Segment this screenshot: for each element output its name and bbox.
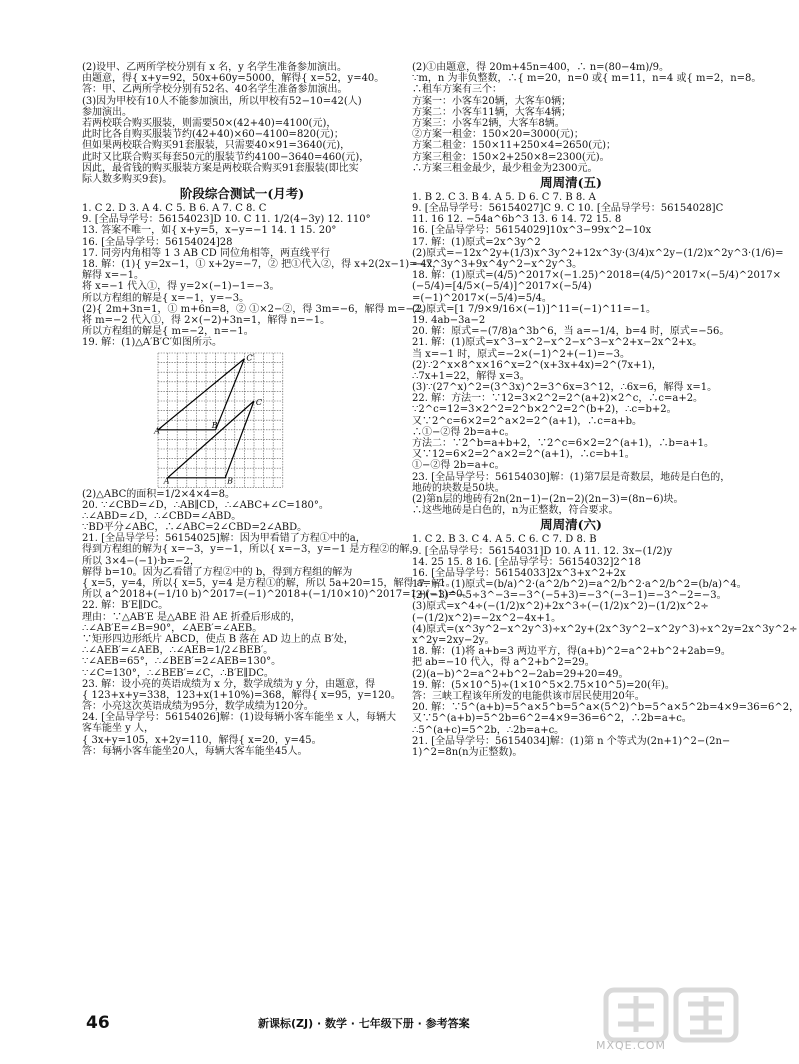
answer-line: (2)∵2^x×8^x×16^x=2^(x+3x+4x)=2^(7x+1)， (412, 359, 662, 371)
answer-line: 21. 解：(1)原式=x^3−x^2−x^2−x^3−x^2+x−2x^2+x。 (412, 337, 703, 349)
answer-line: ∴①−②得 2b=a+c。 (412, 426, 515, 438)
answer-line: ∴租车方案有三个： (412, 84, 502, 96)
answer-line: ∴方案三租金最少，最少租金为2300元。 (412, 162, 598, 174)
answer-line: 又∵5^(a+b)=5^2b=6^2=4×9=36=6^2，∴2b=a+c。 (412, 713, 692, 725)
answer-line: (−(1/2)x^2)=−2x^2−4x+1。 (412, 612, 562, 624)
answer-line: x^2y=2xy−2y。 (412, 635, 495, 646)
answer-line: (3)因为甲校有10人不能参加演出，所以甲校有52−10=42(人) (82, 95, 362, 107)
answer-line: 答：甲、乙两所学校分别有52名、40名学生准备参加演出。 (82, 84, 348, 96)
translation-grid-figure (82, 349, 402, 489)
answer-line: −4x^3y^3+9x^4y^2−x^2y^3。 (412, 259, 583, 270)
triangle-abc-prime (158, 358, 244, 429)
answer-line: ∵矩形四边形纸片 ABCD，使点 B 落在 AD 边上的点 B′处， (82, 633, 354, 645)
answer-line: (−5/4)=[4/5×(−5/4)]^2017×(−5/4) (412, 281, 592, 293)
answer-line: 16. [全品导学号：56154033]2x^3+x^2+2x (412, 567, 626, 579)
answer-line: { x=5，y=4，所以{ x=5，y=4 是方程①的解，所以 5a+20=15，解得 a=−1。 (82, 578, 456, 589)
answer-line: 16. [全品导学号：56154024]28 (82, 236, 233, 248)
answer-line: (2)原式=−12x^2y+(1/3)x^3y^2+12x^3y·(3/4)x^2y−(1/2)x^2y^3·(1/6)= (412, 247, 784, 259)
answer-line: ∴∠AB′E=∠B=90°，∠AEB′=∠AEB。 (82, 622, 263, 634)
answer-line: 客车能坐 y 人， (82, 723, 155, 735)
answer-line: 理由：∵△AB′E 是△ABE 沿 AE 折叠后形成的， (82, 611, 301, 623)
answer-line: 23. 解：设小亮的英语成绩为 x 分，数学成绩为 y 分，由题意，得 (82, 678, 376, 690)
answer-line: 方案二：小客车11辆，大客车4辆； (412, 106, 572, 118)
answer-line: 方案一：小客车20辆，大客车0辆； (412, 95, 572, 107)
answer-line: ∴5^(a+c)=5^2b，∴2b=a+c。 (412, 724, 565, 736)
watermark-text: MXQE.COM (596, 1039, 666, 1052)
answer-line: =(−1)^2017×(−5/4)=5/4。 (412, 292, 552, 304)
answer-line: ∴7x+1=22，解得 x=3。 (412, 370, 530, 382)
answer-line: 把 ab=−10 代入，得 a^2+b^2=29。 (412, 657, 595, 669)
answer-line: ∵∠C=130°，∴∠BEB′=∠C，∴B′E∥DC。 (82, 667, 274, 679)
answer-line: 将 x=−1 代入①，得 y=2×(−1)−1=−3。 (82, 281, 280, 293)
answer-line: 1. B 2. C 3. B 4. A 5. D 6. C 7. B 8. A (412, 191, 596, 203)
answer-line: 9. [全品导学号：56154031]D 10. A 11. 12. 3x−(1/2)y (412, 545, 673, 557)
answer-line: 20. 解：∵5^(a+b)=5^a×5^b=5^a×(5^2)^b=5^a×5^2b=4×9=36=6^2， (412, 702, 799, 714)
answer-line: 当 x=−1 时，原式=−2×(−1)^2+(−1)=−3。 (412, 348, 630, 360)
answer-line: 答：每辆小客车能坐20人，每辆大客车能坐45人。 (82, 745, 308, 757)
vertex-label: A (163, 476, 170, 486)
answer-line: ∴∠AEB′=∠AEB，∴∠AEB=1/2∠BEB′。 (82, 645, 274, 657)
answer-line: 9. [全品导学号：56154023]D 10. C 11. 1/2(4−3y) 12. 110° (82, 214, 371, 226)
answer-line: (3)原式=x^4÷(−(1/2)x^2)+2x^3÷(−(1/2)x^2)−(1/2)x^2÷ (412, 601, 709, 613)
answer-line: 方案三：小客车2辆，大客车8辆。 (412, 117, 565, 129)
grid-diagram (156, 351, 287, 489)
answer-line: (2)△ABC的面积=1/2×4×4=8。 (82, 488, 235, 500)
footer-title: 新课标(ZJ) · 数学 · 七年级下册 · 参考答案 (258, 1017, 470, 1030)
answer-line: 23. [全品导学号：56154030]解：(1)第7层是奇数层，地砖是白色的， (412, 471, 731, 483)
answer-line: 19. 解：(1)△A′B′C′如图所示。 (82, 337, 222, 349)
answer-line: 18. 解：(1)原式=(4/5)^2017×(−1.25)^2018=(4/5)^2017×(−5/4)^2017× (412, 270, 781, 282)
vertex-label: C′ (246, 353, 255, 363)
answer-line: 1. C 2. B 3. C 4. A 5. C 6. C 7. D 8. B (412, 534, 597, 546)
page-number: 46 (86, 1013, 110, 1033)
answer-line: 此时比各自购买服装节约(42+40)×60−4100=820(元)； (82, 129, 344, 141)
answer-line: (4)原式=(x^3y^2−x^2y^3)÷x^2y+(2x^3y^2−x^2y^3)÷x^2y=2x^3y^2÷ (412, 623, 798, 635)
answer-line: 20. 解：原式=−(7/8)a^3b^6，当 a=−1/4，b=4 时，原式=−56。 (412, 326, 730, 338)
answer-line: 21. [全品导学号：56154025]解：因为甲看错了方程①中的a， (82, 533, 366, 545)
answer-line: 17. 同旁内角相等 1 3 AB CD 同位角相等，两直线平行 (82, 247, 330, 259)
answer-line: 20. ∵∠CBD=∠D，∴AB∥CD，∴∠ABC+∠C=180°。 (82, 499, 329, 511)
section-heading: 周周清(五) (540, 174, 602, 190)
answer-line: 又∵2^c=6×2=2^a×2=2^(a+1)，∴c=a+b。 (412, 415, 642, 427)
answer-line: 1)^2=8n(n为正整数)。 (412, 746, 523, 758)
answer-line: 19. 解：(5×10^5)÷(1×10^5×2.75×10^5)=20(年)。 (412, 679, 675, 691)
answer-line: 24. [全品导学号：56154026]解：(1)设每辆小客车能坐 x 人，每辆大 (82, 712, 396, 724)
answer-line: 答：小亮这次英语成绩为95分，数学成绩为120分。 (82, 701, 314, 713)
answer-line: ∴这些地砖是白色的，n为正整数，符合要求。 (412, 505, 619, 517)
answer-line: 方法二：∵2^b=a+b+2，∵2^c=6×2=2^(a+1)，∴b=a+1。 (412, 438, 714, 449)
answer-line: 解得 x=−1。 (82, 270, 144, 282)
answer-line: ②方案一租金：150×20=3000(元)； (412, 129, 584, 141)
answer-line: (3)∵(27^x)^2=(3^3x)^2=3^6x=3^12，∴6x=6，解得 x=1。 (412, 382, 718, 394)
answer-line: 所以 a^2018+(−1/10 b)^2017=(−1)^2018+(−1/10×10)^2017=1+(−1)=0。 (82, 589, 473, 601)
answer-line: 18. 解：(1)将 a+b=3 两边平方，得(a+b)^2=a^2+b^2+2ab=9。 (412, 646, 731, 658)
answer-line: 但如果两校联合购买91套服装，只需要40×91=3640(元)， (82, 140, 351, 152)
answer-line: 19. 4ab−3a−2 (412, 314, 486, 326)
answer-line: (2)(a−b)^2=a^2+b^2−2ab=29+20=49。 (412, 668, 629, 680)
answer-line: 解得 b=10。因为乙看错了方程②中的 b，得到方程组的解为 (82, 566, 353, 578)
vertex-label: A′ (154, 426, 162, 436)
answer-line: (2)①由题意，得 20m+45n=400，∴ n=(80−4m)/9。 (412, 62, 670, 73)
answer-line: ∵2^c=12=3×2^2=2^b×2^2=2^(b+2)，∴c=b+2。 (412, 404, 677, 416)
answer-line: (2)设甲、乙两所学校分别有 x 名，y 名学生准备参加演出。 (82, 62, 347, 73)
answer-line: 13. 答案不唯一，如{ x+y=5，x−y=−1 14. 1 15. 20° (82, 225, 337, 237)
answer-line: 际人数多购买9套)。 (82, 173, 173, 185)
answer-line: 14. 25 15. 8 16. [全品导学号：56154032]2^18 (412, 556, 641, 568)
answer-line: (2){ 2m+3n=1，① m+6n=8，② ①×2−②，得 3m=−6，解得 m=−2。 (82, 303, 431, 315)
answer-line: 17. 解：(1)原式=2x^3y^2 (412, 236, 541, 248)
answer-line: 11. 16 12. −54a^6b^3 13. 6 14. 72 15. 8 (412, 214, 622, 226)
answer-line: 地砖的块数是50块。 (412, 482, 505, 494)
answer-line: ∴∠ABD=∠D，∴∠CBD=∠ABD。 (82, 510, 242, 522)
answer-line: 由题意，得{ x+y=92，50x+60y=5000，解得{ x=52，y=40。 (82, 73, 385, 85)
answer-line: 22. 解：B′E∥DC。 (82, 600, 169, 612)
answer-line: 18. 解：(1){ y=2x−1，① x+2y=−7，② 把①代入②，得 x+2(2x−1)=−7， (82, 259, 443, 270)
answer-line: 方案三租金：150×2+250×8=2300(元)。 (412, 151, 610, 163)
answer-line: ∵BD平分∠ABC，∴∠ABC=2∠CBD=2∠ABD。 (82, 522, 308, 534)
answer-line: 22. 解：方法一：∵12=3×2^2=2^(a+2)×2^c，∴c=a+2。 (412, 393, 704, 405)
answer-line: 21. [全品导学号：56154034]解：(1)第 n 个等式为(2n+1)^2−(2n− (412, 735, 731, 747)
answer-line: 将 m=−2 代入①，得 2×(−2)+3n=1，解得 n=−1。 (82, 314, 331, 326)
answer-line: 此时又比联合购买每套50元的服装节约4100−3640=460(元)， (82, 151, 370, 163)
vertex-label: C (255, 397, 263, 407)
answer-line: 方案二租金：150×11+250×4=2650(元)； (412, 140, 617, 152)
section-heading: 周周清(六) (540, 517, 602, 533)
answer-line: 1. C 2. D 3. A 4. C 5. B 6. A 7. C 8. C (82, 203, 267, 215)
answer-line: 又∵12=6×2=2^a×2=2^(a+1)，∴c=b+1。 (412, 449, 635, 461)
answer-line: (2)原式=[1 7/9×9/16×(−1)]^11=(−1)^11=−1。 (412, 303, 656, 315)
answer-line: 若两校联合购买服装，则需要50×(42+40)=4100(元)， (82, 117, 337, 129)
answer-line: 得到方程组的解为{ x=−3，y=−1，所以{ x=−3，y=−1 是方程②的解， (82, 544, 420, 556)
answer-line: 17. 解：(1)原式=(b/a)^2·(a^2/b^2)=a^2/b^2·a^2/b^2=(b/a)^4。 (412, 579, 747, 591)
answer-line: 答：三峡工程该年所发的电能供该市居民使用20年。 (412, 690, 645, 702)
answer-line: ①−②得 2b=a+c。 (412, 460, 505, 472)
vertex-label: B (227, 476, 234, 486)
answer-line: ∵m，n 为非负整数，∴{ m=20，n=0 或{ m=11，n=4 或{ m=2，n=8。 (412, 73, 762, 85)
answer-line: { 123+x+y=338，123+x(1+10%)=368，解得{ x=95，y=120。 (82, 689, 401, 701)
answer-line: 16. [全品导学号：56154029]10x^3−99x^2−10x (412, 225, 652, 237)
right-column (412, 62, 799, 758)
answer-line: 因此，最省钱的购买服装方案是两校联合购买91套服装(即比实 (82, 162, 359, 174)
section-heading: 阶段综合测试一(月考) (179, 186, 305, 202)
answer-line: { 3x+y=105，x+2y=110，解得{ x=20，y=45。 (82, 734, 322, 746)
answer-line: 所以方程组的解是{ x=−1，y=−3。 (82, 292, 250, 304)
answer-line: ∵∠AEB=65°，∴∠BEB′=2∠AEB=130°。 (82, 656, 282, 668)
vertex-label: B′ (211, 420, 220, 430)
answer-line: 所以方程组的解是{ m=−2，n=−1。 (82, 326, 254, 338)
answer-line: 9. [全品导学号：56154027]C 9. C 10. [全品导学号：56154028]C (412, 203, 724, 215)
answer-line: (2)(−3)^−5÷3^−3=−3^(−5+3)=−3^(−3−1)=−3^−2=−3。 (412, 590, 727, 602)
answer-line: 所以 3×4−(−1)·b=−2， (82, 555, 200, 567)
answer-line: 参加演出。 (82, 106, 132, 118)
answer-line: (2)第n层的地砖有2n(2n−1)−(2n−2)(2n−3)=(8n−6)块。 (412, 493, 684, 505)
